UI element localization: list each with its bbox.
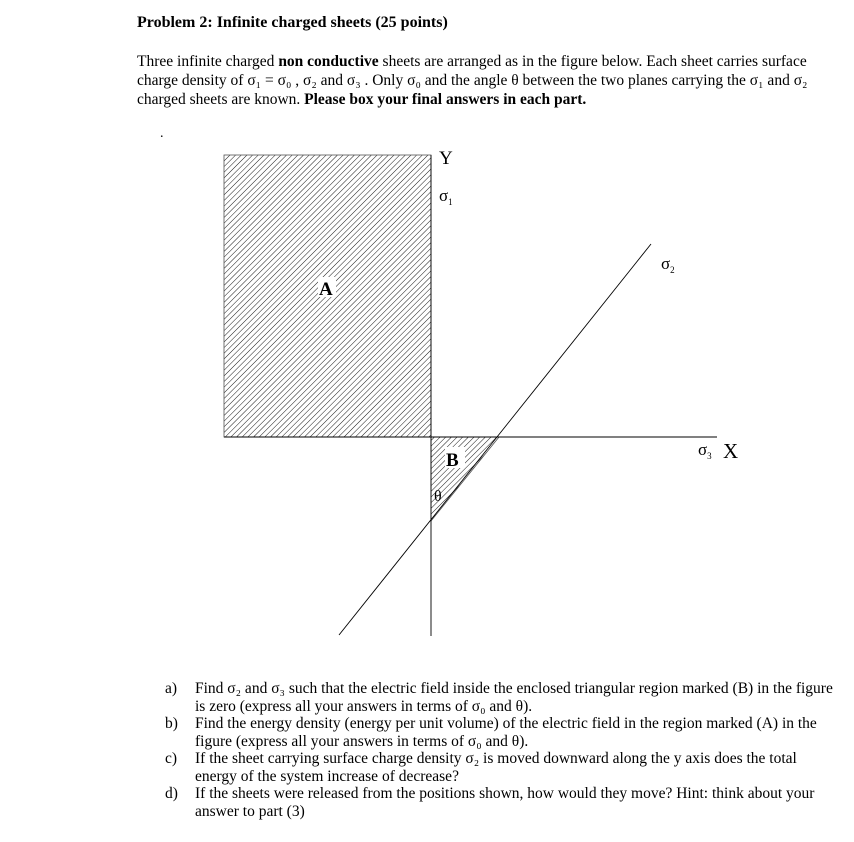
- question-marker: b): [165, 715, 178, 732]
- question-b: [165, 715, 840, 750]
- sigma3-label: $\sigma_3$: [698, 440, 712, 461]
- question-text: Find σ₂ and σ₃ such that the electric field inside the enclosed triangular region marked (B) in the figure is zero (express all your answers in terms of σ₀ and θ).: [195, 680, 833, 715]
- question-marker: c): [165, 750, 178, 767]
- question-marker: a): [165, 680, 178, 697]
- region-a-label: A: [319, 279, 333, 300]
- intro-bold-non-conductive: non conductive: [278, 53, 379, 70]
- sigma2-label: $\sigma_2$: [661, 254, 675, 275]
- intro-text-1: Three infinite charged: [137, 53, 279, 70]
- question-marker: d): [165, 785, 178, 802]
- question-d: [165, 785, 840, 820]
- question-text: Find the energy density (energy per unit volume) of the electric field in the region marked (A) in the figure (express all your answers in terms of σ₀ and θ).: [195, 715, 817, 750]
- problem-title: Problem 2: Infinite charged sheets (25 points): [137, 14, 448, 31]
- region-b-label: B: [446, 450, 459, 471]
- question-text: If the sheet carrying surface charge density σ₂ is moved downward along the y axis does the total energy of the system increase of decrease?: [195, 750, 797, 785]
- intro-bold-instruction: Please box your final answers in each part.: [304, 91, 587, 108]
- question-a: [165, 680, 840, 715]
- y-axis-label: Y: [439, 148, 453, 169]
- question-text: If the sheets were released from the positions shown, how would they move? Hint: think about your answer to part (3): [195, 785, 815, 820]
- intro-text-2: sheets are arranged as in the figure below. Each sheet carries surface charge density of σ₁ = σ₀ , σ₂ and σ₃ . Only σ₀ and the angle θ between the two planes carrying the σ₁ and σ₂ charged sheets are known.: [137, 53, 808, 108]
- question-list: [165, 680, 840, 820]
- question-c: [165, 750, 840, 785]
- sigma1-label: $\sigma_1$: [439, 186, 453, 207]
- angle-theta-label: θ: [434, 488, 442, 505]
- stray-dot: .: [160, 126, 164, 141]
- x-axis-label: X: [723, 439, 739, 463]
